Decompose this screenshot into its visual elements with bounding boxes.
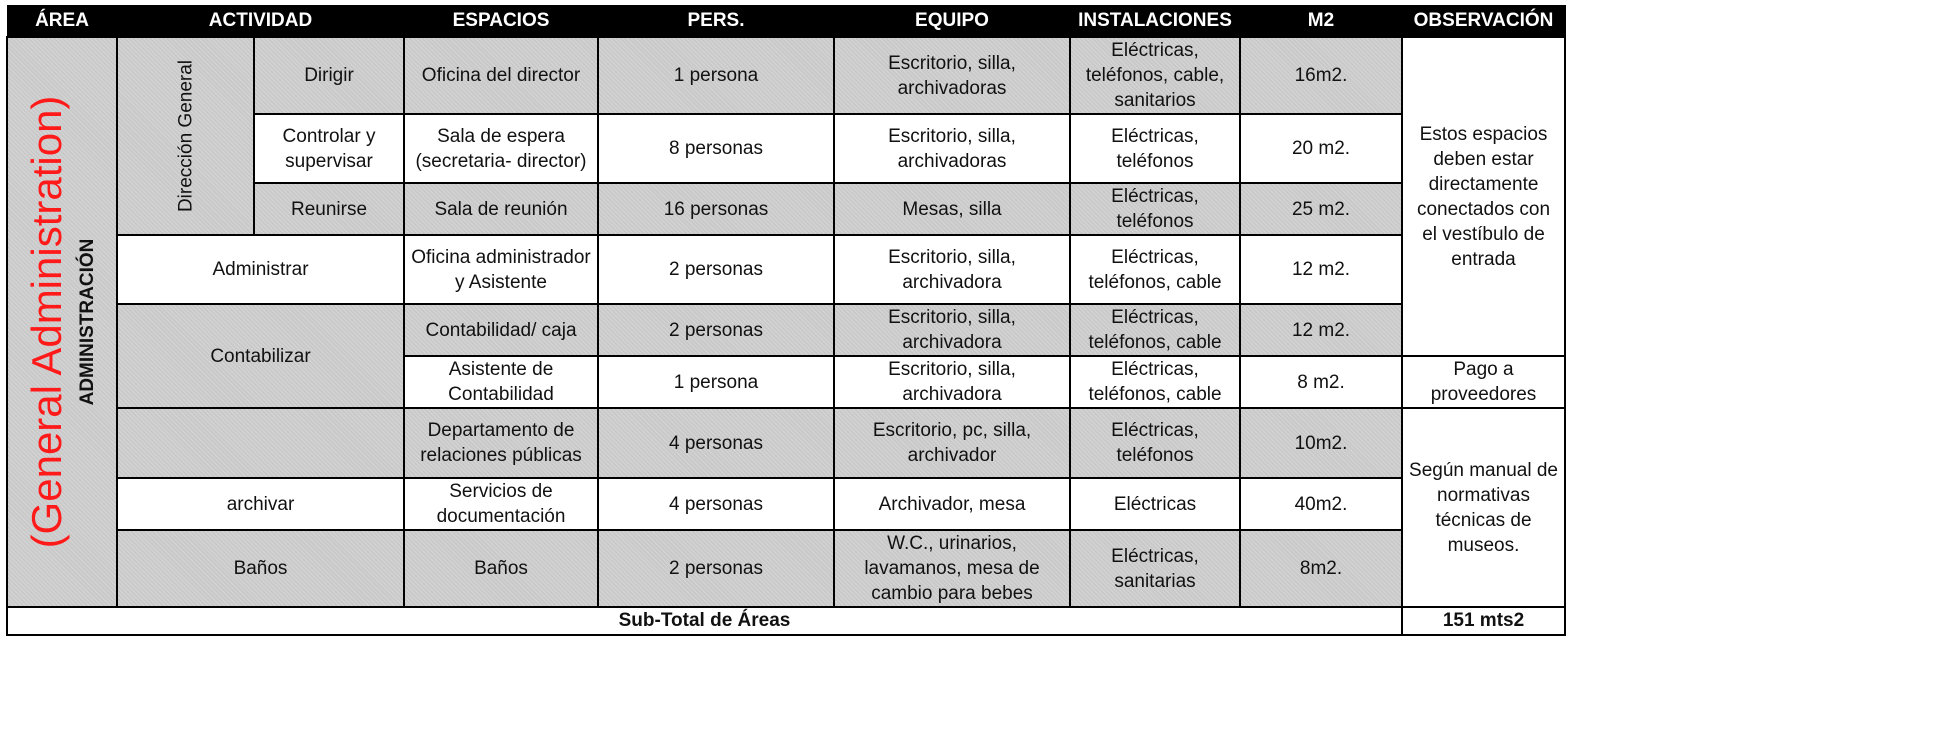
instalaciones-cell: Eléctricas, sanitarias <box>1070 530 1240 607</box>
equipo-cell: W.C., urinarios, lavamanos, mesa de cambio para bebes <box>834 530 1070 607</box>
m2-cell: 12 m2. <box>1240 304 1402 356</box>
pers-cell: 4 personas <box>598 478 834 530</box>
equipo-cell: Escritorio, silla, archivadora <box>834 304 1070 356</box>
actividad-cell: archivar <box>117 478 404 530</box>
area-label <box>25 96 99 549</box>
header-actividad: ACTIVIDAD <box>117 6 404 38</box>
area-name: ADMINISTRACIÓN <box>77 238 98 406</box>
espacio-cell: Servicios de documentación <box>404 478 598 530</box>
instalaciones-cell: Eléctricas, teléfonos <box>1070 114 1240 183</box>
instalaciones-cell: Eléctricas <box>1070 478 1240 530</box>
pers-cell: 2 personas <box>598 235 834 304</box>
m2-cell: 8 m2. <box>1240 356 1402 408</box>
m2-cell: 10m2. <box>1240 408 1402 478</box>
subtotal-label: Sub-Total de Áreas <box>7 607 1402 635</box>
header-pers: PERS. <box>598 6 834 38</box>
subtotal-row <box>7 607 1565 635</box>
table-row <box>7 304 1565 356</box>
m2-cell: 20 m2. <box>1240 114 1402 183</box>
equipo-cell: Escritorio, silla, archivadoras <box>834 114 1070 183</box>
equipo-cell: Escritorio, silla, archivadora <box>834 235 1070 304</box>
instalaciones-cell: Eléctricas, teléfonos <box>1070 183 1240 235</box>
equipo-cell: Escritorio, silla, archivadora <box>834 356 1070 408</box>
equipo-cell: Mesas, silla <box>834 183 1070 235</box>
espacio-cell: Asistente de Contabilidad <box>404 356 598 408</box>
table-row <box>7 37 1565 114</box>
espacio-cell: Oficina del director <box>404 37 598 114</box>
header-observacion: OBSERVACIÓN <box>1402 6 1565 38</box>
espacio-cell: Sala de reunión <box>404 183 598 235</box>
header-row <box>7 6 1565 38</box>
table-row <box>7 530 1565 607</box>
actividad-cell <box>117 408 404 478</box>
pers-cell: 2 personas <box>598 530 834 607</box>
equipo-cell: Escritorio, pc, silla, archivador <box>834 408 1070 478</box>
direccion-general-cell <box>117 37 254 235</box>
pers-cell: 2 personas <box>598 304 834 356</box>
actividad-cell: Administrar <box>117 235 404 304</box>
instalaciones-cell: Eléctricas, teléfonos <box>1070 408 1240 478</box>
espacio-cell: Oficina administrador y Asistente <box>404 235 598 304</box>
pers-cell: 16 personas <box>598 183 834 235</box>
pers-cell: 1 persona <box>598 356 834 408</box>
observacion-cell: Según manual de normativas técnicas de museos. <box>1402 408 1565 607</box>
observacion-cell: Estos espacios deben estar directamente conectados con el vestíbulo de entrada <box>1402 37 1565 356</box>
header-espacios: ESPACIOS <box>404 6 598 38</box>
actividad-cell: Reunirse <box>254 183 404 235</box>
espacio-cell: Sala de espera (secretaria- director) <box>404 114 598 183</box>
pers-cell: 4 personas <box>598 408 834 478</box>
espacio-cell: Departamento de relaciones públicas <box>404 408 598 478</box>
header-equipo: EQUIPO <box>834 6 1070 38</box>
instalaciones-cell: Eléctricas, teléfonos, cable, sanitarios <box>1070 37 1240 114</box>
equipo-cell: Escritorio, silla, archivadoras <box>834 37 1070 114</box>
m2-cell: 16m2. <box>1240 37 1402 114</box>
table-row <box>7 478 1565 530</box>
table-row <box>7 408 1565 478</box>
instalaciones-cell: Eléctricas, teléfonos, cable <box>1070 304 1240 356</box>
header-m2: M2 <box>1240 6 1402 38</box>
m2-cell: 8m2. <box>1240 530 1402 607</box>
instalaciones-cell: Eléctricas, teléfonos, cable <box>1070 356 1240 408</box>
actividad-cell: Dirigir <box>254 37 404 114</box>
subtotal-value: 151 mts2 <box>1402 607 1565 635</box>
pers-cell: 8 personas <box>598 114 834 183</box>
area-title: (General Administration) <box>23 95 70 549</box>
observacion-cell: Pago a proveedores <box>1402 356 1565 408</box>
header-instalaciones: INSTALACIONES <box>1070 6 1240 38</box>
areas-table <box>6 5 1566 636</box>
actividad-cell: Contabilizar <box>117 304 404 408</box>
actividad-cell: Controlar y supervisar <box>254 114 404 183</box>
espacio-cell: Baños <box>404 530 598 607</box>
table-row <box>7 235 1565 304</box>
area-cell <box>7 37 117 607</box>
equipo-cell: Archivador, mesa <box>834 478 1070 530</box>
m2-cell: 25 m2. <box>1240 183 1402 235</box>
m2-cell: 40m2. <box>1240 478 1402 530</box>
actividad-cell: Baños <box>117 530 404 607</box>
pers-cell: 1 persona <box>598 37 834 114</box>
header-area: ÁREA <box>7 6 117 38</box>
instalaciones-cell: Eléctricas, teléfonos, cable <box>1070 235 1240 304</box>
direccion-general-label: Dirección General <box>175 59 196 213</box>
espacio-cell: Contabilidad/ caja <box>404 304 598 356</box>
m2-cell: 12 m2. <box>1240 235 1402 304</box>
